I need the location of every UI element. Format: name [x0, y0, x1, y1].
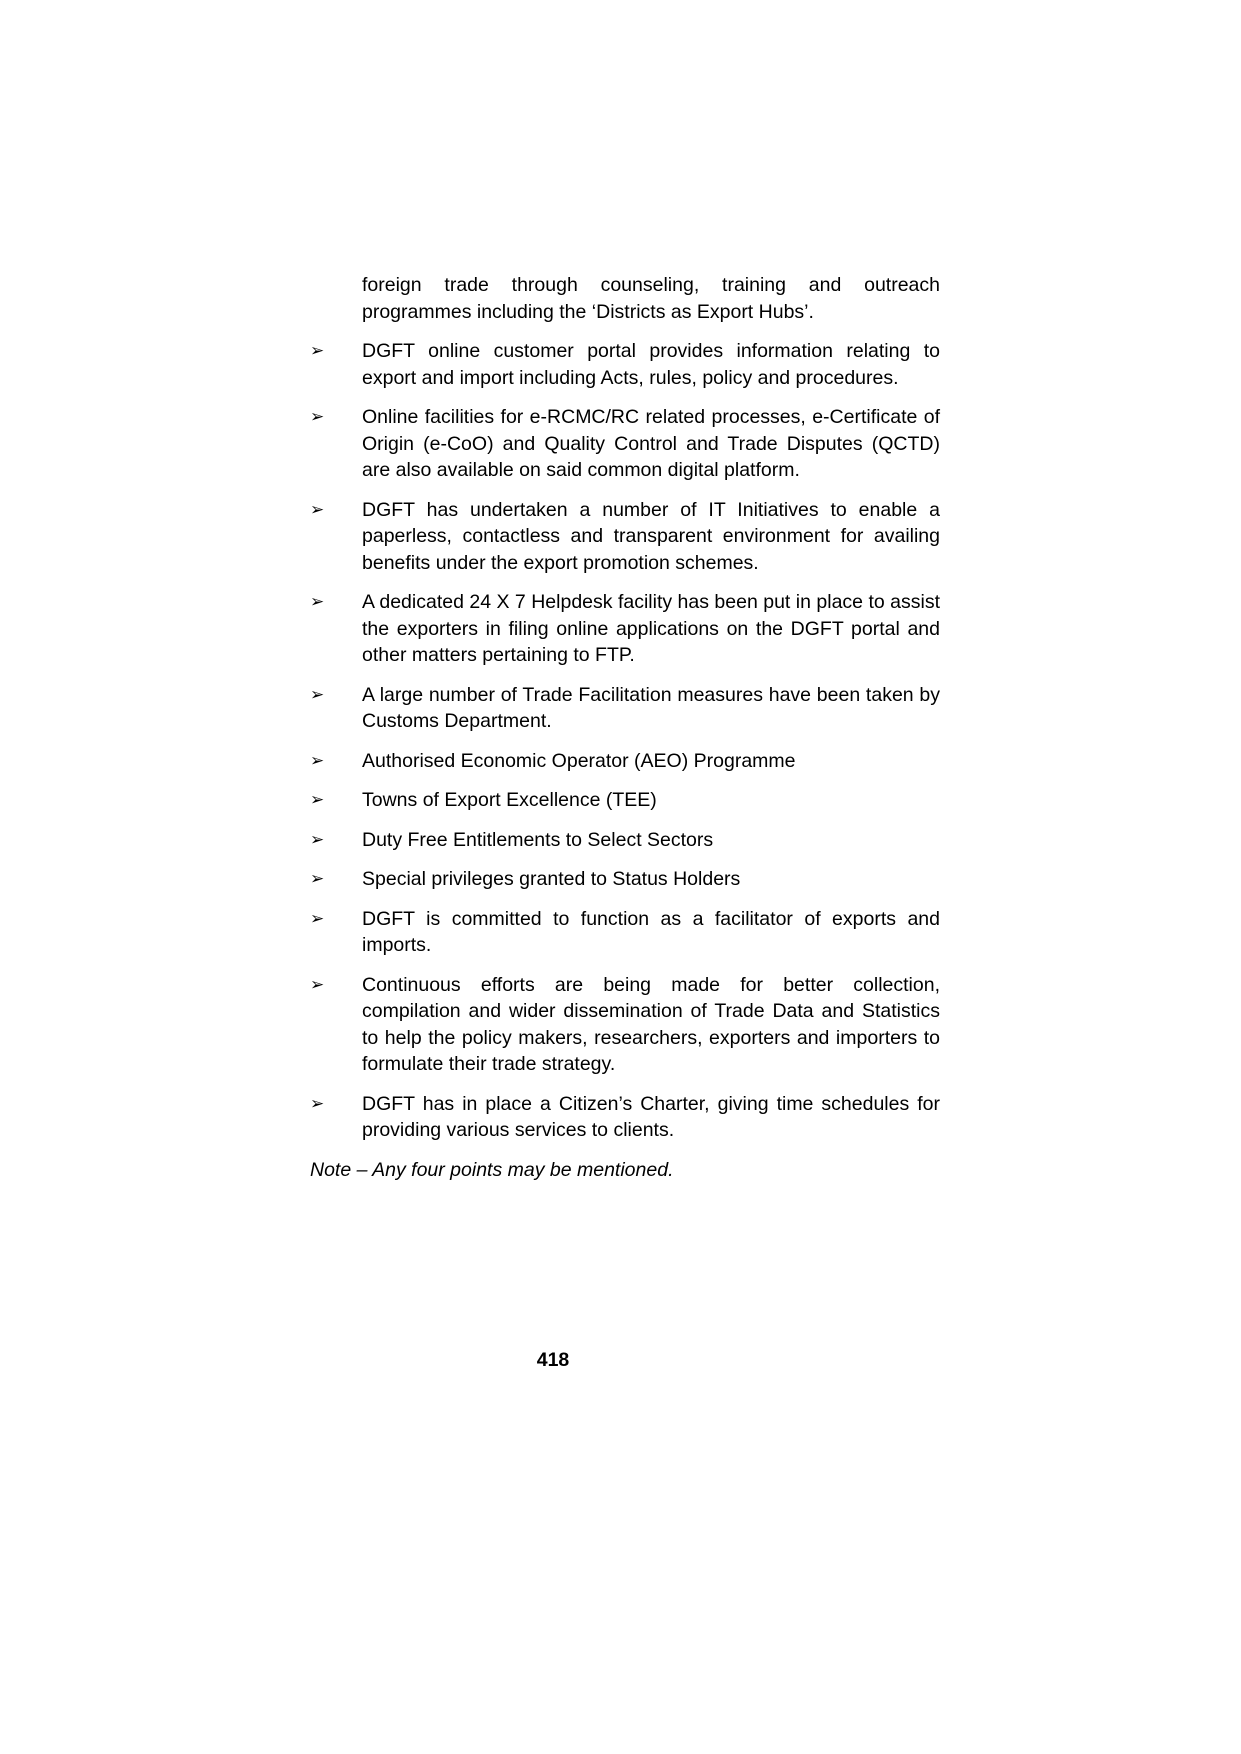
bullet-item — [310, 787, 940, 814]
arrow-bullet-icon: ➢ — [310, 790, 325, 809]
bullet-item — [310, 748, 940, 775]
bullet-text: A large number of Trade Facilitation measures have been taken by Customs Department. — [362, 683, 940, 732]
bullet-item — [310, 589, 940, 669]
arrow-bullet-icon: ➢ — [310, 908, 325, 928]
bullet-text: Authorised Economic Operator (AEO) Programme — [362, 749, 796, 772]
bullet-text: Online facilities for e-RCMC/RC related processes, e-Certificate of Origin (e-CoO) and Quality Control and Trade Disputes (QCTD) are also available on said common digital platform. — [362, 406, 940, 481]
arrow-bullet-icon: ➢ — [310, 341, 325, 360]
arrow-bullet-icon: ➢ — [310, 869, 325, 888]
arrow-bullet-icon: ➢ — [310, 499, 325, 519]
bullet-text: Towns of Export Excellence (TEE) — [362, 789, 657, 811]
bullet-text: DGFT has undertaken a number of IT Initiatives to enable a paperless, contactless and transparent environment for availing benefits under the export promotion schemes. — [362, 498, 940, 574]
bullet-item — [310, 827, 940, 854]
bullet-item — [310, 1091, 940, 1144]
bullet-list — [310, 338, 940, 1144]
arrow-bullet-icon: ➢ — [310, 829, 325, 849]
bullet-text: DGFT has in place a Citizen’s Charter, giving time schedules for providing various services to clients. — [362, 1092, 940, 1141]
arrow-bullet-icon: ➢ — [310, 684, 325, 704]
intro-paragraph: foreign trade through counseling, training and outreach programmes including the ‘Districts as Export Hubs’. — [362, 274, 940, 323]
bullet-text: Continuous efforts are being made for better collection, compilation and wider dissemination of Trade Data and Statistics to help the policy makers, researchers, exporters and importers to formulate their trade strategy. — [362, 973, 940, 1075]
arrow-bullet-icon: ➢ — [310, 592, 325, 611]
page-content — [310, 272, 940, 1183]
bullet-text: DGFT is committed to function as a facilitator of exports and imports. — [362, 907, 940, 956]
bullet-item — [310, 404, 940, 484]
arrow-bullet-icon: ➢ — [310, 407, 325, 426]
arrow-bullet-icon: ➢ — [310, 974, 325, 994]
bullet-item — [310, 906, 940, 959]
bullet-text: A dedicated 24 X 7 Helpdesk facility has been put in place to assist the exporters in filing online applications on the DGFT portal and other matters pertaining to FTP. — [362, 591, 940, 666]
bullet-text: Special privileges granted to Status Holders — [362, 868, 741, 890]
bullet-text: Duty Free Entitlements to Select Sectors — [362, 828, 714, 851]
bullet-item — [310, 682, 940, 735]
bullet-item — [310, 866, 940, 893]
bullet-item — [310, 497, 940, 577]
arrow-bullet-icon: ➢ — [310, 750, 325, 770]
page-number: 418 — [536, 1349, 570, 1371]
bullet-text: DGFT online customer portal provides information relating to export and import including Acts, rules, policy and procedures. — [362, 340, 940, 389]
arrow-bullet-icon: ➢ — [310, 1093, 325, 1113]
note-text: Note – Any four points may be mentioned. — [310, 1158, 674, 1181]
bullet-item — [310, 972, 940, 1078]
bullet-item — [310, 338, 940, 391]
